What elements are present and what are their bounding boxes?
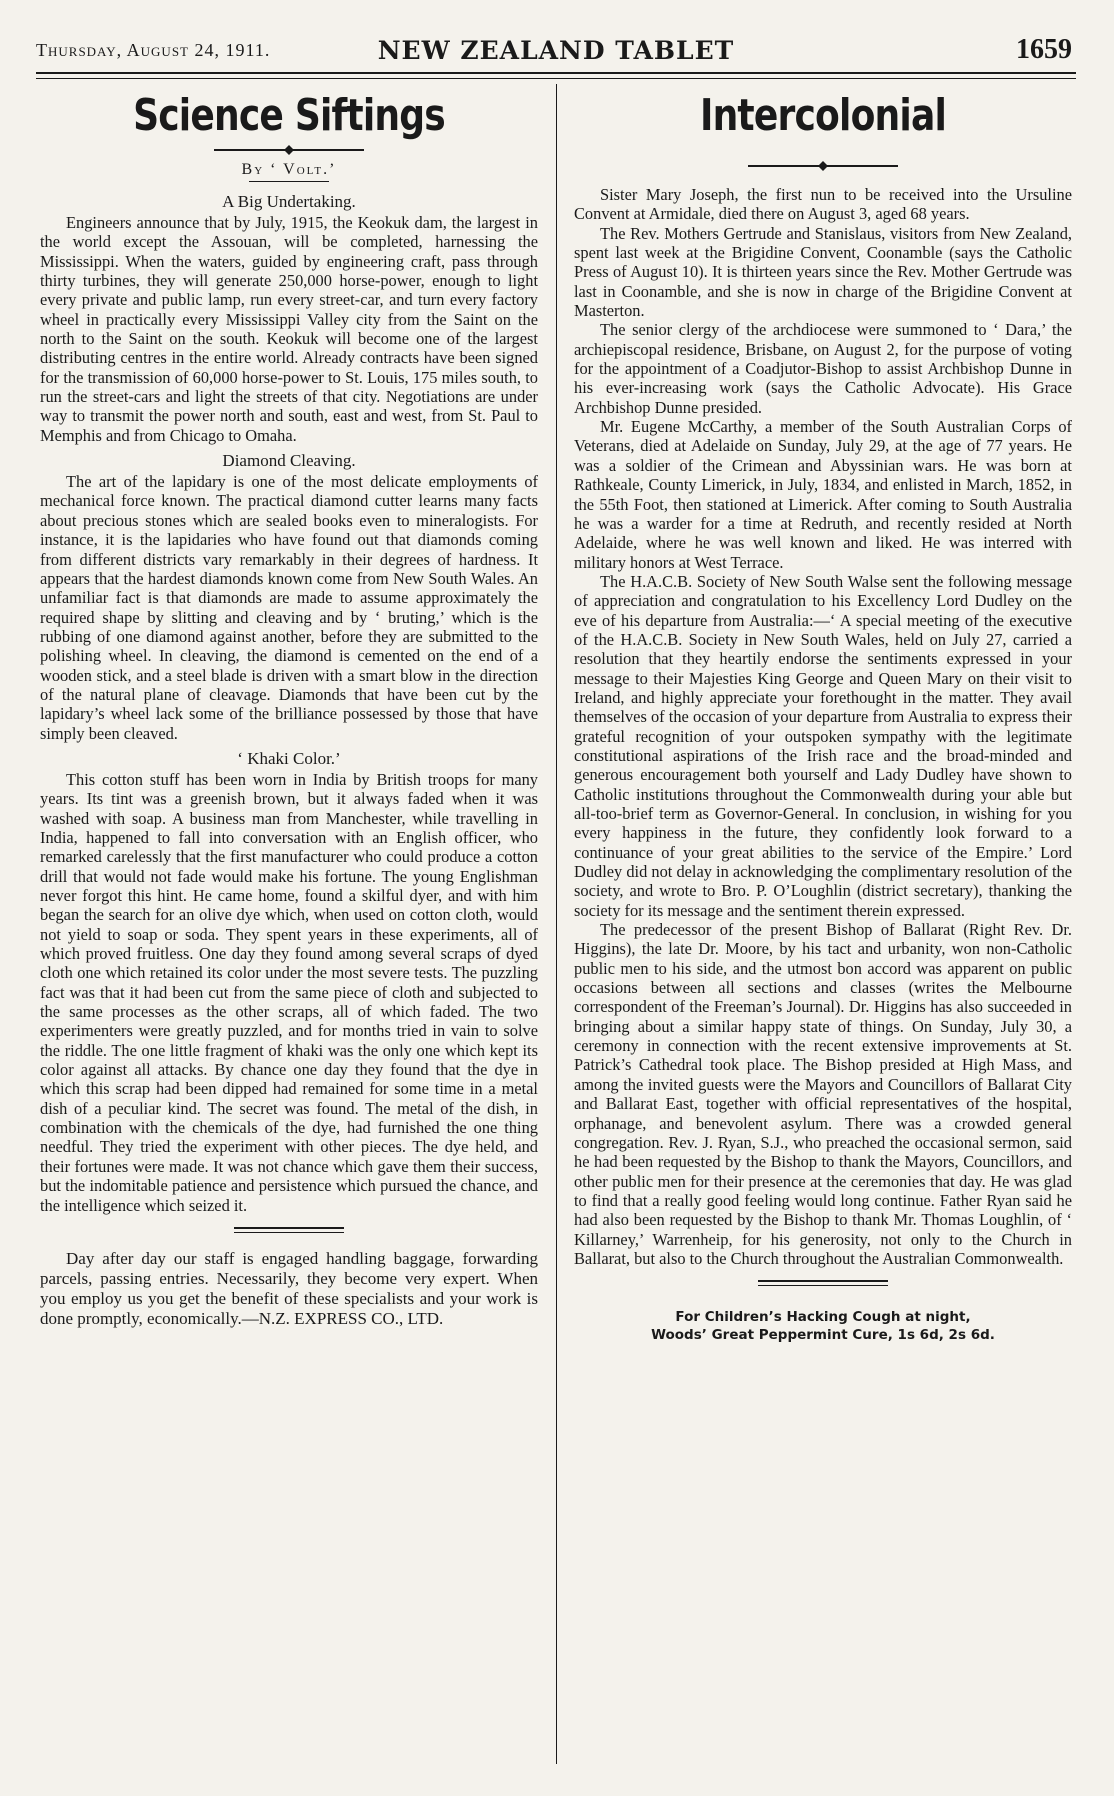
article-big-undertaking: Engineers announce that by July, 1915, the Keokuk dam, the largest in the world except the Assouan, will be completed, harnessing the Mississippi. When the waters, guided by engineering craft, pass through thirty turbines, they will generate 250,000 horse-power, enough to light every private and public lamp, run every street-car, and turn every factory wheel in practically every Mississippi Valley city from the Saint on the north to the Saint on the south. Keokuk will become one of the largest distributing centres in the entire world. Already contracts have been signed for the transmission of 60,000 horse-power to St. Louis, 175 miles south, to run the street-cars and light the streets of that city. Negotiations are under way to transmit the power north and south, east and west, from St. Paul to Memphis and from Chicago to Omaha. (40, 213, 538, 445)
subheading-khaki-color: ‘ Khaki Color.’ (237, 748, 341, 768)
advert-line-1: For Children’s Hacking Cough at night, (675, 1309, 971, 1326)
news-item: The Rev. Mothers Gertrude and Stanislaus, visitors from New Zealand, spent last week at the Brigidine Convent, Coonamble (says the Catholic Press of August 10). It is thirteen years since the Rev. Mother Gertrude was last in Coonamble, and she is now in charge of the Brigidine Convent at Masterton. (574, 223, 1072, 321)
right-column (574, 84, 1072, 1344)
advert-nz-express (40, 1249, 538, 1329)
section-title-science-siftings: Science Siftings (133, 90, 445, 141)
advert-nz-express-text: Day after day our staff is engaged handling baggage, forwarding parcels, passing entries. Necessarily, they become very expert. When you employ us you get the benefit of these specialists and your work is done promptly, economically.—N.Z. EXPRESS CO., LTD. (40, 1248, 538, 1328)
short-rule (249, 181, 329, 182)
ornament-rule-icon (214, 145, 364, 155)
left-column (40, 84, 538, 1329)
page-number: 1659 (1016, 34, 1072, 65)
news-item: The predecessor of the present Bishop of Ballarat (Right Rev. Dr. Higgins), the late Dr. Moore, by his tact and urbanity, won non-Catholic public men to his side, and the utmost bon accord was apparent on public occasions between all sections and classes (writes the Melbourne correspondent of the Freeman’s Journal). Dr. Higgins has also succeeded in bringing about a similar happy state of things. On Sunday, July 30, a ceremony in connection with the recent extensive improvements at St. Patrick’s Cathedral took place. The Bishop presided at High Mass, and among the invited guests were the Mayors and Councillors of Ballarat City and Ballarat East, together with official representatives of the hospital, orphanage, and benevolent asylum. There was a crowded general congregation. Rev. J. Ryan, S.J., who preached the occasional sermon, said he had been requested by the Bishop to thank the Mayors, Councillors, and other public men for their presence at the ceremonies that day. He was glad to find that a really good feeling would long continue. Father Ryan said he had also been requested by the Bishop to thank Mr. Thomas Loughlin, of ‘ Killarney,’ Warrenheip, for his generosity, not only to the Church in Ballarat, but also to the Church throughout the Australian Commonwealth. (574, 920, 1072, 1268)
advert-line-2: Woods’ Great Peppermint Cure, 1s 6d, 2s 6d. (651, 1327, 995, 1344)
advert-peppermint-cure (574, 1308, 1072, 1344)
column-divider (556, 84, 557, 1764)
section-end-rule (758, 1280, 888, 1286)
ornament-rule-icon (748, 161, 898, 171)
article-khaki-color: This cotton stuff has been worn in India by British troops for many years. Its tint was a greenish brown, but it always faded when it was washed with soap. A business man from Manchester, while travelling in India, happened to fall into conversation with an English officer, who remarked carelessly that the first manufacturer who could produce a cotton drill that would not fade would make his fortune. The young Englishman never forgot this hint. He came home, found a skilful dyer, and with him began the search for an olive dye which, when used on cotton cloth, would not yield to soap or soda. They spent years in these experiments, all of which proved fruitless. One day they found among several scraps of dyed cloth one which retained its color under the most severe tests. The puzzling fact was that it had been cut from the same piece of cloth and subjected to the same processes as the other scraps, all of which faded. The two experimenters were greatly puzzled, and for months tried in vain to solve the riddle. The one little fragment of khaki was the only one which kept its color against all attacks. By chance one day they found that the dye in which this scrap had been dipped had remained for some time in a metal dish of a peculiar kind. The secret was found. The metal of the dish, in combination with the chemicals of the dye, had furnished the one thing needful. They tried the experiment with other pieces. The dye held, and their fortunes were made. It was not chance which gave them their success, but the indomitable patience and persistence which pursued the chance, and the intelligence which seized it. (40, 769, 538, 1215)
subheading-diamond-cleaving: Diamond Cleaving. (222, 451, 356, 471)
header-rule-thin (36, 78, 1076, 79)
masthead: NEW ZEALAND TABLET (377, 36, 735, 65)
section-title-intercolonial: Intercolonial (699, 90, 947, 141)
news-item: The senior clergy of the archdiocese were summoned to ‘ Dara,’ the archiepiscopal residence, Brisbane, on August 2, for the purpose of voting for the appointment of a Coadjutor-Bishop to assist Archbishop Dunne in his ever-increasing work (says the Catholic Advocate). His Grace Archbishop Dunne presided. (574, 320, 1072, 417)
byline: By ‘ Volt.’ (241, 161, 337, 178)
news-item: The H.A.C.B. Society of New South Walse sent the following message of appreciation and congratulation to his Excellency Lord Dudley on the eve of his departure from Australia:—‘ A special meeting of the executive of the H.A.C.B. Society in New South Wales, held on July 27, carried a resolution that they heartily endorse the sentiments expressed in your message to their Majesties King George and Queen Mary on their visit to Ireland, and highly appreciate your forethought in the matter. They avail themselves of the occasion of your departure from Australia to express their grateful recognition of your outspoken sympathy with the legitimate constitutional aspirations of the Irish race and the broad-minded and generous encouragement both yourself and Lady Dudley have shown to Catholic institutions throughout the Commonwealth during your able but all-too-brief term as Governor-General. In conclusion, in wishing for you every happiness in the future, they confidently look forward to a continuance of your great abilities to the service of the Empire.’ Lord Dudley did not delay in acknowledging the complimentary resolution of the society, and wrote to Bro. P. O’Loughlin (district secretary), thanking the society for its message and the sentiment therein expressed. (574, 571, 1072, 920)
issue-date: Thursday, August 24, 1911. (36, 40, 271, 60)
article-diamond-cleaving: The art of the lapidary is one of the most delicate employments of mechanical force known. The practical diamond cutter learns many facts about precious stones which are sealed books even to mineralogists. For instance, it is the lapidaries who have found out that diamonds coming from different districts vary remarkably in their degrees of hardness. It appears that the hardest diamonds known come from New South Wales. An unfamiliar fact is that diamonds are made to assume approximately the required shape by slitting and cleaving and by ‘ bruting,’ which is the rubbing of one diamond against another, before they are submitted to the polishing wheel. In cleaving, the diamond is cemented on the end of a wooden stick, and a steel blade is driven with a smart blow in the direction of the natural plane of cleavage. Diamonds that have been cut by the lapidary’s wheel lack some of the brilliance possessed by those that have simply been cleaved. (40, 472, 538, 743)
subheading-big-undertaking: A Big Undertaking. (222, 192, 356, 211)
header-rule (36, 72, 1076, 74)
news-item: Mr. Eugene McCarthy, a member of the South Australian Corps of Veterans, died at Adelaide on Sunday, July 29, at the age of 77 years. He was a soldier of the Crimean and Abyssinian wars. He was born at Rathkeale, County Limerick, in July, 1834, and enlisted in March, 1852, in the 55th Foot, then stationed at Limerick. After coming to South Australia he was a warder for a time at Redruth, and recently resided at North Adelaide, where he was well known and liked. He was interred with military honors at West Terrace. (574, 417, 1072, 572)
news-item: Sister Mary Joseph, the first nun to be received into the Ursuline Convent at Armidale, died there on August 3, aged 68 years. (574, 185, 1072, 224)
page-header (36, 32, 1076, 72)
section-end-rule (234, 1227, 344, 1233)
